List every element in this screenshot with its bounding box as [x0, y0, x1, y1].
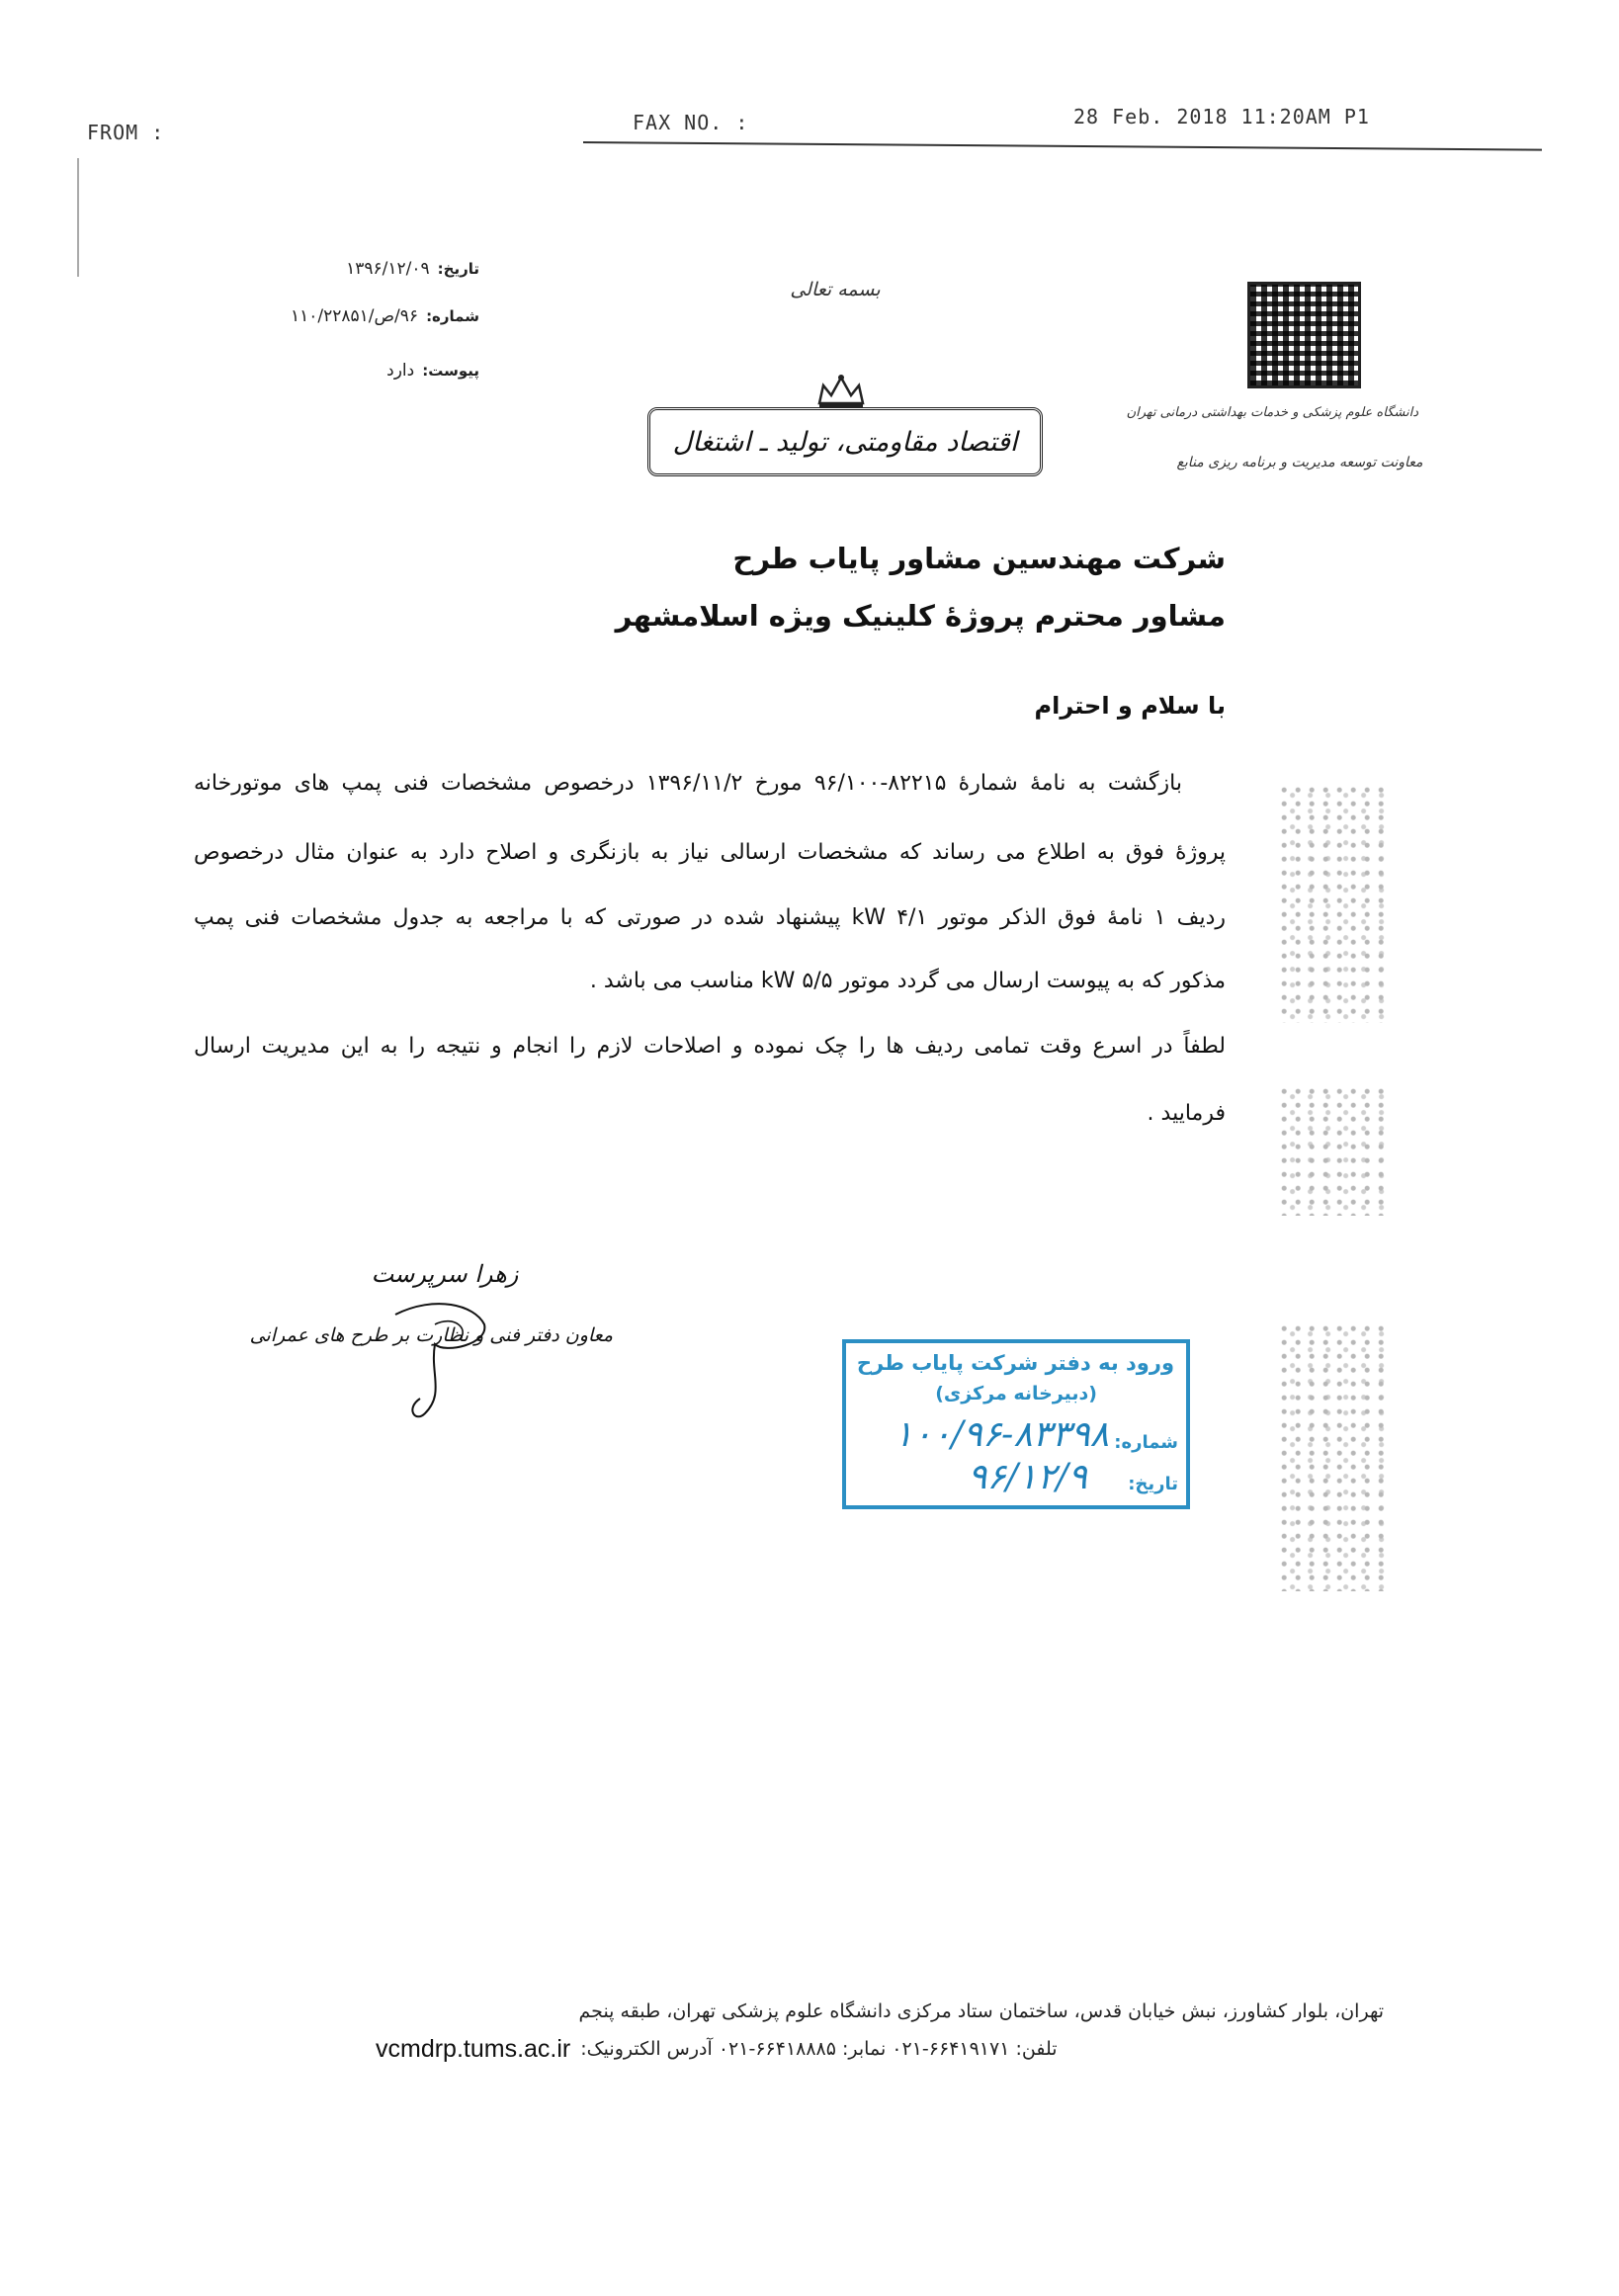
greeting: با سلام و احترام — [1034, 692, 1226, 720]
stamp-number-label: شماره: — [1114, 1432, 1178, 1453]
signature-scribble — [376, 1285, 514, 1433]
meta-attachment — [292, 361, 479, 381]
meta-date — [242, 259, 479, 279]
addressee-line1: شرکت مهندسین مشاور پایاب طرح — [732, 542, 1226, 575]
fax-number: FAX NO. : — [633, 111, 749, 134]
meta-number-value: ۹۶/ص/۱۱۰/۲۲۸۵۱ — [291, 306, 419, 326]
footer-phones: تلفن: ۶۶۴۱۹۱۷۱-۰۲۱ نمابر: ۶۶۴۱۸۸۸۵-۰۲۱ آدرس الکترونیک: — [580, 2038, 1058, 2060]
receipt-stamp — [842, 1339, 1190, 1509]
scan-edge-mark — [77, 158, 79, 277]
body-line-4: مذکور که به پیوست ارسال می گردد موتور kW ۵/۵ مناسب می باشد . — [589, 969, 1226, 993]
footer-address: تهران، بلوار کشاورز، نبش خیابان قدس، ساختمان ستاد مرکزی دانشگاه علوم پزشکی تهران، طبقه پنجم — [578, 2000, 1384, 2022]
stamp-number-value: ۱۰۰/۹۶-۸۳۳۹۸ — [894, 1414, 1109, 1455]
meta-date-label: تاریخ: — [437, 260, 479, 278]
meta-attachment-label: پیوست: — [422, 362, 479, 380]
org-name-line2: معاونت توسعه مدیریت و برنامه ریزی منابع — [1176, 455, 1423, 470]
ornament-middle — [1280, 1087, 1391, 1216]
stamp-title: ورود به دفتر شرکت پایاب طرح — [856, 1351, 1174, 1375]
meta-number — [163, 306, 479, 326]
footer-contact — [376, 2029, 1364, 2069]
body-line-6: فرمایید . — [1147, 1101, 1226, 1126]
fax-from: FROM : — [87, 121, 165, 144]
university-logo — [1247, 282, 1361, 388]
stamp-date-value: ۹۶/۱۲/۹ — [968, 1457, 1087, 1497]
basmala: بسمه تعالی — [790, 279, 881, 300]
org-name-line1: دانشگاه علوم پزشکی و خدمات بهداشتی درمانی تهران — [1126, 405, 1418, 420]
ornament-lower — [1280, 1324, 1391, 1591]
signatory-title: معاون دفتر فنی و نظارت بر طرح های عمرانی — [249, 1324, 613, 1346]
stamp-date-label: تاریخ: — [1128, 1474, 1178, 1494]
body-line-5: لطفاً در اسرع وقت تمامی ردیف ها را چک نموده و اصلاحات لازم را انجام و نتیجه را به این مدیریت ارسال — [194, 1034, 1226, 1059]
meta-attachment-value: دارد — [386, 361, 415, 381]
footer-url: vcmdrp.tums.ac.ir — [376, 2034, 571, 2063]
body-line-3: ردیف ۱ نامهٔ فوق الذکر موتور kW ۴/۱ پیشنهاد شده در صورتی که با مراجعه به جدول مشخصات فنی پمپ — [194, 905, 1226, 930]
emblem-icon — [815, 374, 867, 409]
meta-date-value: ۱۳۹۶/۱۲/۰۹ — [346, 259, 430, 279]
fax-divider — [583, 141, 1542, 151]
fax-datetime: 28 Feb. 2018 11:20AM P1 — [1073, 105, 1370, 128]
stamp-subtitle: (دبیرخانه مرکزی) — [935, 1383, 1097, 1404]
body-line-1: بازگشت به نامهٔ شمارهٔ ۸۲۲۱۵-۹۶/۱۰۰ مورخ ۱۳۹۶/۱۱/۲ درخصوص مشخصات فنی پمپ های موتورخانه — [194, 771, 1182, 796]
body-line-2: پروژهٔ فوق به اطلاع می رساند که مشخصات ارسالی نیاز به بازنگری و اصلاح دارد به عنوان مثال درخصوص — [194, 840, 1226, 865]
signatory-name: زهرا سرپرست — [371, 1260, 519, 1288]
slogan-banner: اقتصاد مقاومتی، تولید ـ اشتغال — [647, 407, 1043, 476]
addressee-line2: مشاور محترم پروژهٔ کلینیک ویژه اسلامشهر — [615, 599, 1226, 633]
meta-number-label: شماره: — [426, 307, 479, 325]
ornament-upper — [1280, 786, 1391, 1023]
